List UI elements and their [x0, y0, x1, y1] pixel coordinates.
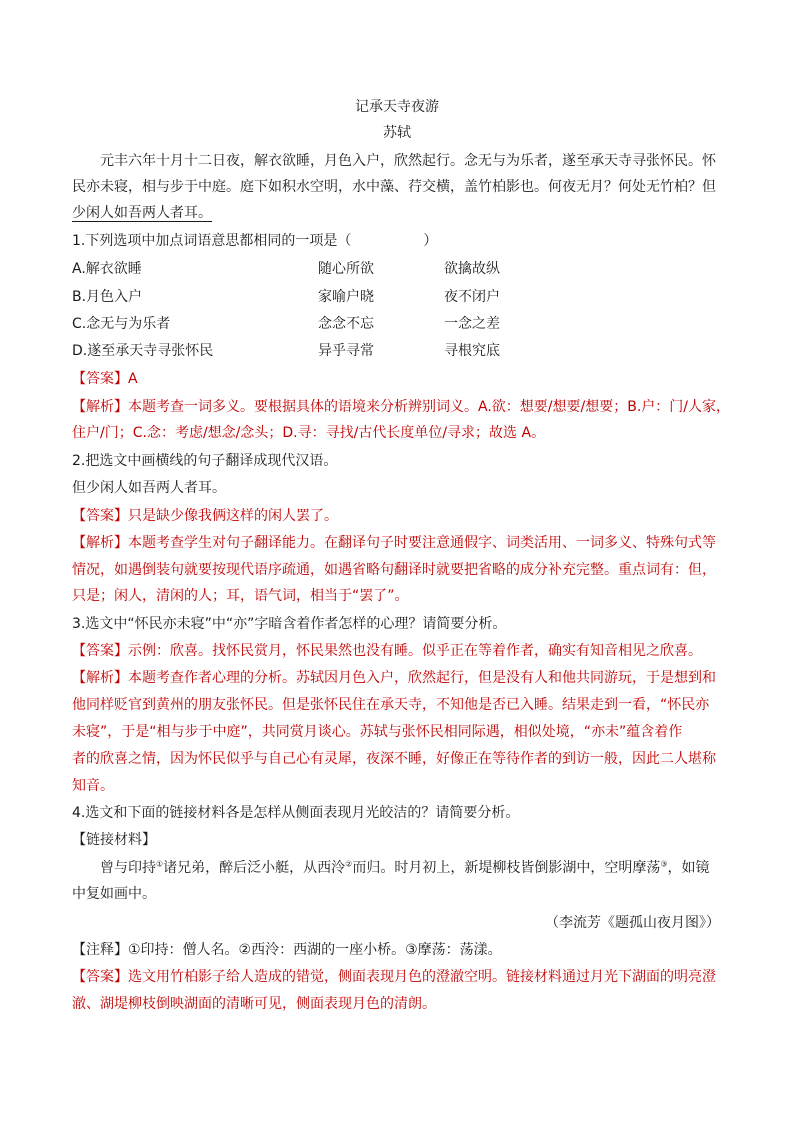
option-d-3: 寻根究底	[444, 343, 500, 359]
passage-line: 民亦未寝，相与步于中庭。庭下如积水空明，水中藻、荇交横，盖竹柏影也。何夜无月？何处无竹柏？但	[72, 179, 716, 195]
answer-tag: 【答案】	[72, 508, 128, 524]
option-a-2: 随心所欲	[318, 261, 374, 277]
analysis-line: 他同样贬官到黄州的朋友张怀民。但是张怀民住在承天寺，不知他是否已入睡。结果走到一看，“怀民亦	[72, 697, 710, 713]
q2-answer	[72, 506, 338, 526]
answer-text: 选文用竹柏影子给人造成的错觉，侧面表现月色的澄澈空明。链接材料通过月光下湖面的明亮澄	[128, 969, 716, 985]
option-a-3: 欲擒故纵	[444, 261, 500, 277]
option-row	[72, 259, 722, 279]
option-c-3: 一念之差	[444, 316, 500, 332]
link-source: （李流芳《题孤山夜月图》）	[545, 915, 720, 931]
analysis-text: 本题考查作者心理的分析。苏轼因月色入户，欣然起行，但是没有人和他共同游玩，于是想到和	[128, 670, 716, 686]
answer-text: 只是缺少像我俩这样的闲人罢了。	[128, 508, 338, 524]
answer-text: 示例：欣喜。找怀民赏月，怀民果然也没有睡。似乎正在等着作者，确实有知音相见之欣喜。	[128, 643, 702, 659]
link-material-tag: 【链接材料】	[72, 832, 156, 848]
answer-text: A	[128, 371, 138, 387]
link-text: ，如镜	[667, 860, 710, 876]
q1-answer	[72, 369, 138, 389]
footnote-mark: ③	[660, 859, 668, 869]
analysis-line: 情况，如遇倒装句就要按现代语序疏通，如遇省略句翻译时就要把省略的成分补充完整。重点词有：但，	[72, 562, 716, 578]
answer-tag: 【答案】	[72, 371, 128, 387]
analysis-line: 者的欣喜之情，因为怀民似乎与自己心有灵犀，夜深不睡，好像正在等待作者的到访一般，因此二人堪称	[72, 751, 716, 767]
analysis-line: 住户/门；C.念：考虑/想念/念头；D.寻：寻找/古代长度单位/寻求；故选 A。	[72, 425, 546, 441]
link-material-line	[100, 858, 710, 878]
link-text: 诸兄弟，醉后泛小艇，从西泠	[163, 860, 346, 876]
answer-tag: 【答案】	[72, 643, 128, 659]
question-4-stem: 4.选文和下面的链接材料各是怎样从侧面表现月光皎洁的？请简要分析。	[72, 805, 520, 821]
option-c-1: C.念无与为乐者	[72, 316, 171, 332]
passage-line	[72, 203, 212, 223]
analysis-line: 未寝”，于是“相与步于中庭”，共同赏月谈心。苏轼与张怀民相同际遇，相似处境，“亦未”蕴含着作	[72, 724, 683, 740]
analysis-line: 只是；闲人，清闲的人；耳，语气词，相当于“罢了”。	[72, 588, 409, 604]
option-c-2: 念念不忘	[318, 316, 374, 332]
option-d-1: D.遂至承天寺寻张怀民	[72, 343, 214, 359]
answer-tag: 【答案】	[72, 969, 128, 985]
option-row	[72, 287, 722, 307]
link-material-line: 中复如画中。	[72, 886, 156, 902]
analysis-tag: 【解析】	[72, 399, 128, 415]
option-row	[72, 314, 722, 334]
option-b-1: B.月色入户	[72, 289, 143, 305]
option-a-1: A.解衣欲睡	[72, 261, 142, 277]
question-3-stem: 3.选文中“怀民亦未寝”中“亦”字暗含着作者怎样的心理？请简要分析。	[72, 616, 507, 632]
link-text: 曾与印持	[100, 860, 156, 876]
poem-title: 记承天寺夜游	[355, 99, 439, 115]
q2-analysis	[72, 533, 716, 553]
option-d-2: 异乎寻常	[318, 343, 374, 359]
answer-line: 澈、湖堤柳枝倒映湖面的清晰可见，侧面表现月色的清朗。	[72, 996, 436, 1012]
q3-answer	[72, 641, 702, 661]
poem-author: 苏轼	[383, 125, 411, 141]
q4-answer	[72, 967, 716, 987]
analysis-line: 知音。	[72, 778, 114, 794]
analysis-text: 本题考查一词多义。要根据具体的语境来分析辨别词义。A.欲：想要/想要/想要；B.户：门/人家，	[128, 399, 730, 415]
option-row	[72, 341, 722, 361]
q2-sentence: 但少闲人如吾两人者耳。	[72, 480, 226, 496]
analysis-tag: 【解析】	[72, 535, 128, 551]
analysis-tag: 【解析】	[72, 670, 128, 686]
underlined-sentence: 少闲人如吾两人者耳。	[72, 205, 212, 221]
link-text: 而归。时月初上，新堤柳枝皆倒影湖中，空明摩荡	[352, 860, 661, 876]
passage-line: 元丰六年十月十二日夜，解衣欲睡，月色入户，欣然起行。念无与为乐者，遂至承天寺寻张怀民。怀	[100, 153, 716, 169]
question-2-stem: 2.把选文中画横线的句子翻译成现代汉语。	[72, 453, 338, 469]
q1-stem-close: ）	[423, 233, 438, 249]
q3-analysis	[72, 668, 716, 688]
footnote-mark: ①	[156, 859, 164, 869]
q1-analysis	[72, 397, 730, 417]
q1-stem-text: 1.下列选项中加点词语意思都相同的一项是（	[72, 233, 352, 249]
footnote-mark: ②	[345, 859, 353, 869]
notes: 【注释】①印持：僧人名。②西泠：西湖的一座小桥。③摩荡：荡漾。	[72, 942, 502, 958]
option-b-2: 家喻户晓	[318, 289, 374, 305]
question-1-stem	[72, 231, 437, 251]
option-b-3: 夜不闭户	[444, 289, 500, 305]
analysis-text: 本题考查学生对句子翻译能力。在翻译句子时要注意通假字、词类活用、一词多义、特殊句式等	[128, 535, 716, 551]
